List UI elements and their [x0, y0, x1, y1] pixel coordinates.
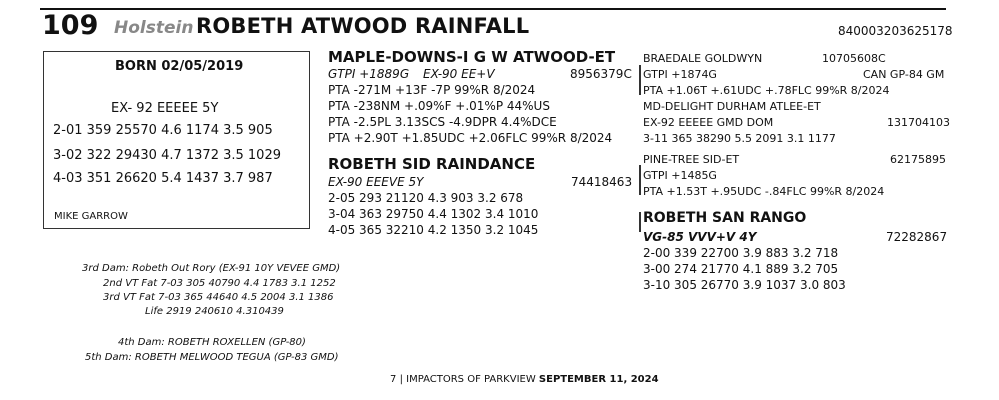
- sire-gtpi: GTPI +1889G: [328, 67, 410, 81]
- sire-pta-line: PTA -2.5PL 3.13SCS -4.9DPR 4.4%DCE: [328, 115, 557, 129]
- registration-number: 840003203625178: [838, 24, 953, 38]
- production-record: 2-01 359 25570 4.6 1174 3.5 905: [53, 123, 273, 138]
- sire-pta-line: PTA -238NM +.09%F +.01%P 44%US: [328, 99, 550, 113]
- cow-name: ROBETH ATWOOD RAINFALL: [196, 14, 530, 38]
- mgs-record: 3-00 274 21770 4.1 889 3.2 705: [643, 262, 839, 276]
- sire-sire-pta: PTA +1.06T +.61UDC +.78FLC 99%R 8/2024: [643, 84, 890, 97]
- sire-pta-line: PTA +2.90T +1.85UDC +2.06FLC 99%R 8/2024: [328, 131, 613, 145]
- owner-name: MIKE GARROW: [54, 211, 128, 222]
- sire-sire-gtpi: GTPI +1874G: [643, 68, 717, 81]
- dam-registration: 74418463: [571, 175, 633, 189]
- mgs-record: 3-10 305 26770 3.9 1037 3.0 803: [643, 278, 846, 292]
- born-box: [43, 51, 310, 229]
- dam-sire-registration: 62175895: [890, 153, 946, 166]
- bracket-line: [639, 65, 641, 95]
- breed-label: Holstein: [114, 18, 194, 38]
- mgs-record: 2-00 339 22700 3.9 883 3.2 718: [643, 246, 839, 260]
- dam-record: 3-04 363 29750 4.4 1302 3.4 1010: [328, 207, 539, 221]
- born-date: BORN 02/05/2019: [115, 59, 244, 74]
- dam-sire-gtpi: GTPI +1485G: [643, 169, 717, 182]
- lot-number: 109: [42, 10, 99, 41]
- fifth-dam: 5th Dam: ROBETH MELWOOD TEGUA (GP-83 GMD): [85, 352, 339, 363]
- dam-name: ROBETH SID RAINDANCE: [328, 155, 536, 173]
- third-dam-record: 3rd VT Fat 7-03 365 44640 4.5 2004 3.1 1386: [103, 292, 334, 303]
- dam-score: EX-90 EEEVE 5Y: [328, 175, 424, 189]
- page-number: 7: [390, 374, 397, 385]
- sire-dam-score: EX-92 EEEEE GMD DOM: [643, 116, 774, 129]
- sire-name: MAPLE-DOWNS-I G W ATWOOD-ET: [328, 48, 616, 66]
- third-dam-record: 2nd VT Fat 7-03 305 40790 4.4 1783 3.1 1252: [103, 278, 336, 289]
- sire-sire-name: BRAEDALE GOLDWYN: [643, 52, 763, 65]
- production-record: 3-02 322 29430 4.7 1372 3.5 1029: [53, 148, 281, 163]
- sire-score: EX-90 EE+V: [423, 67, 495, 81]
- dam-sire-pta: PTA +1.53T +.95UDC -.84FLC 99%R 8/2024: [643, 185, 885, 198]
- publication-title: IMPACTORS OF PARKVIEW: [406, 374, 536, 385]
- production-record: 4-03 351 26620 5.4 1437 3.7 987: [53, 171, 273, 186]
- bracket-line: [639, 165, 641, 195]
- dam-record: 4-05 365 32210 4.2 1350 3.2 1045: [328, 223, 539, 237]
- sire-registration: 8956379C: [570, 67, 632, 81]
- page-footer: [390, 374, 659, 385]
- sire-pta-line: PTA -271M +13F -7P 99%R 8/2024: [328, 83, 536, 97]
- dam-record: 2-05 293 21120 4.3 903 3.2 678: [328, 191, 524, 205]
- third-dam: 3rd Dam: Robeth Out Rory (EX-91 10Y VEVEE GMD): [82, 263, 341, 274]
- publication-date: SEPTEMBER 11, 2024: [538, 374, 659, 385]
- sire-dam-registration: 131704103: [887, 116, 950, 129]
- mgs-score: VG-85 VVV+V 4Y: [643, 230, 757, 244]
- footer-separator: |: [399, 374, 403, 385]
- sire-dam-record: 3-11 365 38290 5.5 2091 3.1 1177: [643, 132, 836, 145]
- dam-sire-name: PINE-TREE SID-ET: [643, 153, 740, 166]
- sire-sire-registration: 10705608C: [822, 52, 886, 65]
- mgs-name: ROBETH SAN RANGO: [643, 210, 807, 226]
- sire-sire-can-score: CAN GP-84 GM: [863, 68, 945, 81]
- top-rule: [40, 8, 946, 10]
- sire-dam-name: MD-DELIGHT DURHAM ATLEE-ET: [643, 100, 821, 113]
- fourth-dam: 4th Dam: ROBETH ROXELLEN (GP-80): [118, 337, 306, 348]
- bracket-line: [639, 212, 641, 232]
- third-dam-lifetime: Life 2919 240610 4.310439: [145, 306, 284, 317]
- classification-score: EX- 92 EEEEE 5Y: [111, 101, 219, 116]
- mgs-registration: 72282867: [886, 230, 948, 244]
